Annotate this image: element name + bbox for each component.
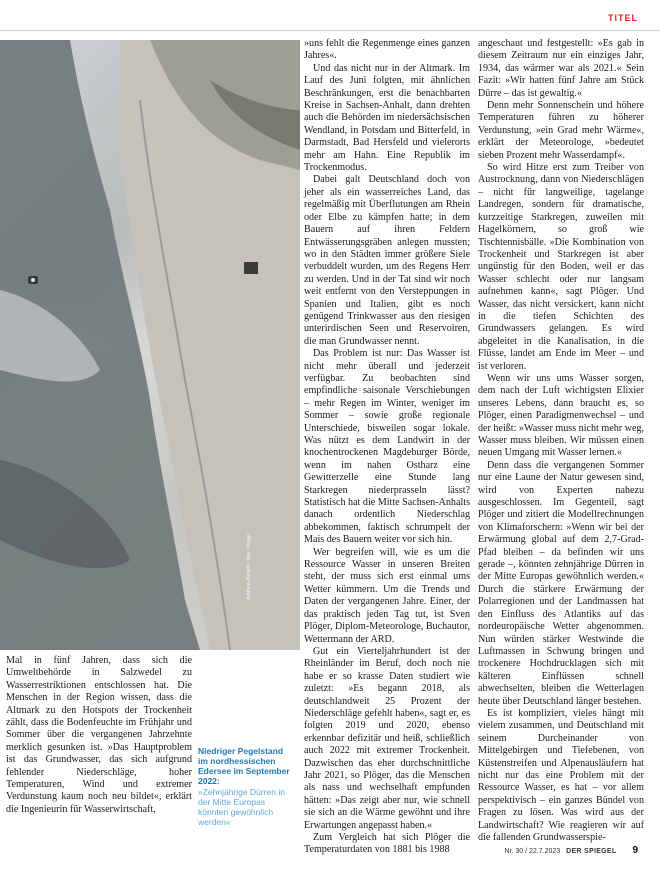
article-column-3 — [478, 38, 644, 844]
paragraph: angeschaut und festgestellt: »Es gab in diesem Zeitraum nur ein einziges Jahr, 1934, das wärmer war als 2021.« Sein Fazit: »Wir hatten fünf Jahre am Stück Dürre – das ist gewaltig.« — [478, 38, 644, 99]
paragraph: »uns fehlt die Regenmenge eines ganzen Jahres«. — [304, 38, 470, 62]
paragraph: Gut ein Vierteljahrhundert ist der Rheinländer im Beruf, doch noch nie habe er so krasse Daten studiert wie zuletzt: »Es begann 2018, als deutschlandweit 25 Prozent der Niederschläge gefehlt haben«, sagt er, es folgten 2019 und 2020, ebenso erkennbar defizitär und heiß, schließlich auch 2022 mit extremer Trockenheit. Dazwischen das eher durchschnittliche Jahr 2021, so Plöger, das die Menschen als nass und wechselhaft empfunden hätten: »Das zeigt aber nur, wie schnell sie sich an die Wärme gewöhnt und ihre Erwartungen angepasst haben.« — [304, 645, 470, 831]
header-rule — [0, 30, 660, 31]
photo-caption — [198, 746, 294, 827]
reservoir-photo — [0, 40, 300, 650]
paragraph: Es ist kompliziert, vieles hängt mit vielem zusammen, und Deutschland mit seinem Durcheinander von Mittelgebirgen und Tiefebenen, von Küstenstreifen und Alpenausläufern hat nicht nur das eine Problem mit der Ressource Wasser, es hat – vor allem perspektivisch – ein ganzes Bündel von Fragen zu lösen. Was wird aus der Landwirtschaft? Wie reagieren wir auf die fallenden Grundwasserspie- — [478, 707, 644, 843]
paragraph: Dabei galt Deutschland doch von jeher als ein wasserreiches Land, das regelmäßig mit Überflutungen am Rhein oder Elbe zu kämpfen hatte; in dem Bauern auf ihren Feldern Entwässerungsgräben anlegen mussten; wo in den Städten immer größere Siele verbuddelt wurden, um des Regens Herr zu werden. Und in der Tat sind wir noch weit entfernt von den Versteppungen in Spanien und Italien, gibt es noch genügend Trinkwasser aus den riesigen unterirdischen Seen und Reservoiren, die man Grundwasser nennt. — [304, 174, 470, 347]
caption-quote: »Zehnjährige Dürren in der Mitte Europas könnten gewöhnlich werden« — [198, 787, 285, 827]
paragraph: Denn dass die vergangenen Sommer nur eine Laune der Natur gewesen sind, wird von Experten nahezu ausgeschlossen. Im Gegenteil, sagt Plöger und zitiert die Modellrechnungen von Klimaforschern: »Wenn wir bei der Erwärmung global auf dem 2,7-Grad-Pfad bleiben – da befinden wir uns gerade –, könnten zehnjährige Dürren in der Mitte Europas gewöhnlich werden.« Durch die stärkere Erwärmung der Polarregionen und der Landmassen hat den Einfluss des Atlantiks auf das nordeuropäische Wetter abgenommen. Nun würden stärker Westwinde die Luftmassen in Schwung bringen und trockenere Hochdrucklagen sich mit kälteren Einflüssen schnell abwechselten, bleiben die Wetterlagen heute über Deutschland länger bestehen. — [478, 459, 644, 707]
paragraph: Das Problem ist nur: Das Wasser ist nicht mehr überall und jederzeit verfügbar. Zu beobachten sind empfindliche saisonale Verschiebungen – mehr Regen im Winter, weniger im Sommer – sowie große regionale Unterschiede, bisweilen sogar lokale. Was nützt es dem Landwirt in der knochentrockenen Magdeburger Börde, wenn im nahen Ostharz eine Gewitterzelle eine Stunde lang Starkregen niederprasseln lässt? Statistisch hat die Mitte Sachsen-Anhalts danach ordentlich Niederschlag abbekommen, faktisch schrumpelt der Mais des Bauern weiter vor sich hin. — [304, 348, 470, 546]
paragraph: So wird Hitze erst zum Treiber von Austrocknung, dann von Niederschlägen – nicht für langweilige, tagelange Landregen, sondern für dramatische, kurzzeitige Starkregen, zuweilen mit Hagelkörnern, so groß wie Tischtennisbälle. »Die Kombination von Trockenheit und Starkregen ist aber ungünstig für den Boden, weil er das Wasser schlecht oder nur langsam aufnehmen kann«, sagt Plöger. Und Wasser, das nicht versickert, kann nicht in die tiefen Schichten des Grundwassers gelangen. Es wird abgeleitet in die Kanalisation, in die Flüsse, landet am Ende im Meer – und ist verloren. — [478, 162, 644, 372]
section-label: TITEL — [608, 13, 638, 23]
page-number: 9 — [632, 845, 638, 856]
issue-info: Nr. 30 / 22.7.2023 — [504, 848, 561, 855]
publication-brand: DER SPIEGEL — [566, 848, 617, 855]
caption-title: Niedriger Pegelstand im nordhessischen Edersee im September 2022: — [198, 746, 290, 786]
article-column-2 — [304, 38, 470, 857]
article-column-1 — [6, 655, 192, 816]
photo-credit: Andreas Bartels / dpa / imago — [246, 534, 252, 600]
aerial-landscape-illustration — [0, 40, 300, 650]
paragraph: Denn mehr Sonnenschein und höhere Temperaturen führen zu höherer Verdunstung, »ein Grad mehr Wärme«, erklärt der Meteorologe, »bedeutet sieben Prozent mehr Wasserdampf«. — [478, 100, 644, 161]
paragraph: Und das nicht nur in der Altmark. Im Lauf des Juni folgten, mit ähnlichen Beschränkungen, erst die benachbarten Kreise in Sachsen-Anhalt, dann drehten auch die Behörden im niedersächsischen Wendland, in Potsdam und Bitterfeld, in Darmstadt, Bad Hersfeld und vielerorts mehr am Hahn. Eine Republik im Trockenmodus. — [304, 62, 470, 174]
page-footer — [505, 845, 639, 856]
paragraph: Wenn wir uns ums Wasser sorgen, dem nach der Luft wichtigsten Elixier unseres Lebens, dann braucht es, so Plöger, einen Paradigmenwechsel – und der heißt: »Wasser muss nicht mehr weg, Wasser muss bleiben. Wir müssen einen neuen Umgang mit Wasser lernen.« — [478, 372, 644, 459]
paragraph: Mal in fünf Jahren, dass sich die Umweltbehörde in Salzwedel zu Wasserrestriktionen entschlossen hat. Die Menschen in der Region wissen, dass die Altmark zu den Hotspots der Trockenheit zählt, dass die Bodenfeuchte im Frühjahr und Sommer über die vergangenen Jahrzehnte merklich gesunken ist. »Das Hauptproblem ist das Grundwasser, das sich aufgrund fehlender Niederschläge, hoher Temperaturen, Wind und extremer Verdunstung kaum noch neu bildet«, erklärt die Ingenieurin für Wasserwirtschaft, — [6, 655, 192, 815]
paragraph: Zum Vergleich hat sich Plöger die Temperaturdaten von 1881 bis 1988 — [304, 832, 470, 856]
paragraph: Wer begreifen will, wie es um die Ressource Wasser in unseren Breiten steht, der muss sich erst einmal ums Wetter kümmern. Um die Trends und Daten der vergangenen Jahre. Einer, der das praktisch jeden Tag tut, ist Sven Plöger, Diplom-Meteorologe, Buchautor, Wettermann der ARD. — [304, 546, 470, 645]
